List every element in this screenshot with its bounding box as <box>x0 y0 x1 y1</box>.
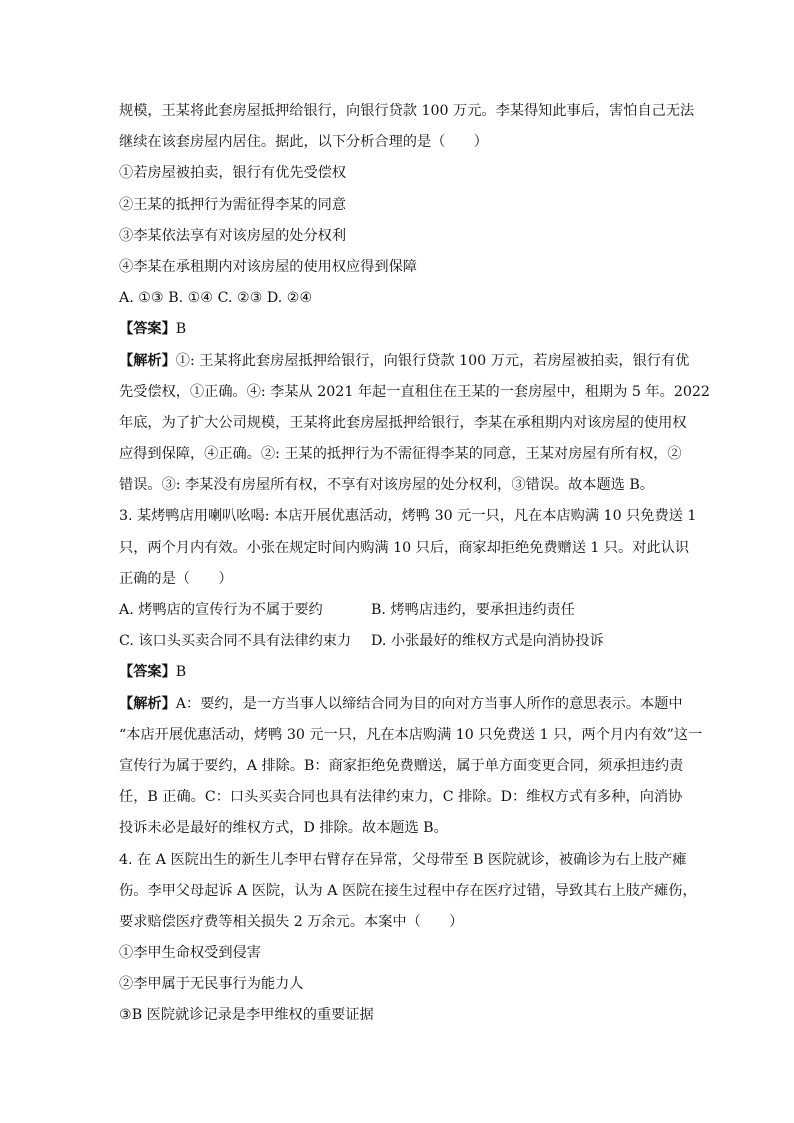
q3-analysis-line-4: 任，B 正确。C：口头买卖合同也具有法律约束力，C 排除。D：维权方式有多种，向消协 <box>119 789 683 806</box>
q2-analysis-line-2: 先受偿权，①正确。④: 李某从 2021 年起一直租住在王某的一套房屋中，租期为 5 年。2022 <box>119 383 710 400</box>
q4-stem-line-2: 伤。李甲父母起诉 A 医院，认为 A 医院在接生过程中存在医疗过错，导致其右上肢产瘫伤， <box>119 882 697 899</box>
q3-option-c: C. 该口头买卖合同不具有法律约束力 <box>119 633 352 650</box>
q3-option-d: D. 小张最好的维权方式是向消协投诉 <box>371 633 604 650</box>
q3-option-a: A. 烤鸭店的宣传行为不属于要约 <box>119 602 323 618</box>
q2-item-2: ②王某的抵押行为需征得李某的同意 <box>119 196 347 213</box>
q3-stem-line-2: 只，两个月内有效。小张在规定时间内购满 10 只后，商家却拒绝免费赠送 1 只。对此认识 <box>119 539 690 556</box>
q4-stem-line-1: 4. 在 A 医院出生的新生儿李甲右臂存在异常，父母带至 B 医院就诊，被确诊为右上肢产瘫 <box>119 851 687 868</box>
q2-item-4: ④李某在承租期内对该房屋的使用权应得到保障 <box>119 258 417 275</box>
q3-analysis-line-2: “本店开展优惠活动，烤鸭 30 元一只，凡在本店购满 10 只免费送 1 只，两个月内有效”这一 <box>119 726 703 743</box>
q2-stem-line-2: 继续在该套房屋内居住。据此，以下分析合理的是（ ） <box>119 134 488 151</box>
q3-option-b: B. 烤鸭店违约，要承担违约责任 <box>371 602 575 618</box>
analysis-tag: 【解析】 <box>119 695 176 712</box>
q3-answer <box>119 657 679 688</box>
q3-analysis-line-5: 投诉未必是最好的维权方式，D 排除。故本题选 B。 <box>119 820 448 837</box>
q2-analysis-line-4: 应得到保障，④正确。②: 王某的抵押行为不需征得李某的同意，王某对房屋有所有权，② <box>119 446 682 463</box>
q4-item-2: ②李甲属于无民事行为能力人 <box>119 976 304 993</box>
answer-tag: 【答案】 <box>119 321 176 338</box>
q3-options-row-2 <box>119 626 679 657</box>
q2-analysis-line-3: 年底，为了扩大公司规模，王某将此套房屋抵押给银行，李某在承租期内对该房屋的使用权 <box>119 414 687 431</box>
q2-item-1: ①若房屋被拍卖，银行有优先受偿权 <box>119 165 347 182</box>
analysis-tag: 【解析】 <box>119 352 176 369</box>
q4-item-3: ③B 医院就诊记录是李甲维权的重要证据 <box>119 1007 374 1024</box>
q3-stem-line-1: 3. 某烤鸭店用喇叭吆喝: 本店开展优惠活动，烤鸭 30 元一只，凡在本店购满 10 只免费送 1 <box>119 508 697 525</box>
q4-stem-line-3: 要求赔偿医疗费等相关损失 2 万余元。本案中（ ） <box>119 913 464 930</box>
document-page <box>119 96 710 1032</box>
q2-analysis-line-5: 错误。③: 李某没有房屋所有权，不享有对该房屋的处分权利，③错误。故本题选 B。 <box>119 477 654 494</box>
q3-stem-line-3: 正确的是（ ） <box>119 570 233 587</box>
q4-item-1: ①李甲生命权受到侵害 <box>119 945 261 962</box>
q3-options-row-1 <box>119 595 679 626</box>
answer-value: B <box>175 321 187 338</box>
q2-answer <box>119 314 679 345</box>
q3-analysis-line-1 <box>119 689 683 720</box>
analysis-text: A：要约，是一方当事人以缔结合同为目的向对方当事人所作的意思表示。本题中 <box>175 695 683 712</box>
q2-item-3: ③李某依法享有对该房屋的处分权利 <box>119 227 347 244</box>
analysis-text: ①: 王某将此套房屋抵押给银行，向银行贷款 100 万元，若房屋被拍卖，银行有优 <box>175 352 690 369</box>
q2-stem-line-1: 规模，王某将此套房屋抵押给银行，向银行贷款 100 万元。李某得知此事后，害怕自己无法 <box>119 103 695 119</box>
answer-tag: 【答案】 <box>119 664 176 681</box>
q2-options: A. ①③ B. ①④ C. ②③ D. ②④ <box>119 290 313 307</box>
answer-value: B <box>175 664 187 681</box>
q2-analysis-line-1 <box>119 346 690 377</box>
q3-analysis-line-3: 宣传行为属于要约，A 排除。B：商家拒绝免费赠送，属于单方面变更合同，须承担违约责 <box>119 757 684 774</box>
